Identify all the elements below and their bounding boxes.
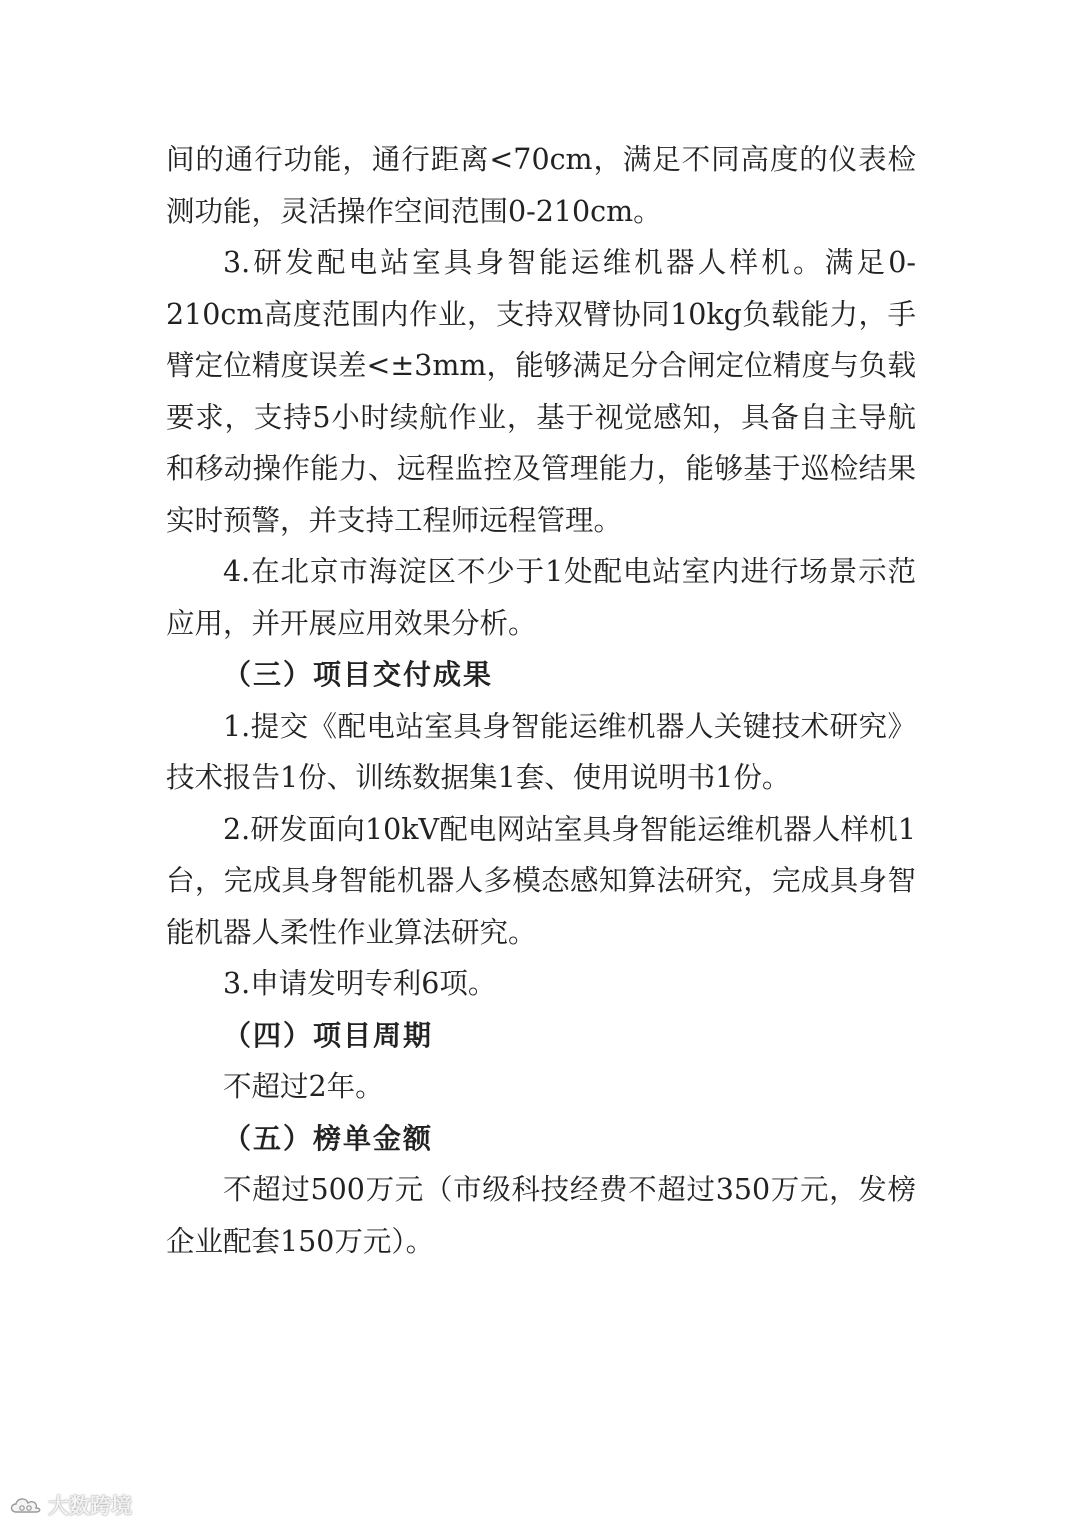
- paragraph-item-4: 4.在北京市海淀区不少于1处配电站室内进行场景示范应用，并开展应用效果分析。: [166, 555, 916, 640]
- watermark: [8, 1490, 132, 1520]
- watermark-text: 大数跨境: [48, 1494, 132, 1518]
- section-heading-period: （四）项目周期: [223, 1018, 434, 1052]
- paragraph-continuation: 间的通行功能，通行距离<70cm，满足不同高度的仪表检测功能，灵活操作空间范围0-210cm。: [166, 143, 916, 228]
- section-heading-amount: （五）榜单金额: [223, 1121, 434, 1155]
- cloud-logo-icon: [8, 1494, 44, 1516]
- paragraph-amount: 不超过500万元（市级科技经费不超过350万元，发榜企业配套150万元）。: [166, 1173, 916, 1258]
- paragraph-item-3: 3.研发配电站室具身智能运维机器人样机。满足0-210cm高度范围内作业，支持双臂协同10kg负载能力，手臂定位精度误差<±3mm，能够满足分合闸定位精度与负载要求，支持5小时续航作业，基于视觉感知，具备自主导航和移动操作能力、远程监控及管理能力，能够基于巡检结果实时预警，并支持工程师远程管理。: [166, 246, 916, 537]
- paragraph-deliverable-1: 1.提交《配电站室具身智能运维机器人关键技术研究》技术报告1份、训练数据集1套、使用说明书1份。: [166, 709, 916, 794]
- document-body: [166, 134, 916, 1267]
- paragraph-deliverable-3: 3.申请发明专利6项。: [223, 967, 497, 1000]
- section-heading-deliverables: （三）项目交付成果: [223, 658, 494, 691]
- paragraph-period: 不超过2年。: [223, 1070, 384, 1103]
- paragraph-deliverable-2: 2.研发面向10kV配电网站室具身智能运维机器人样机1台，完成具身智能机器人多模态感知算法研究，完成具身智能机器人柔性作业算法研究。: [166, 812, 916, 949]
